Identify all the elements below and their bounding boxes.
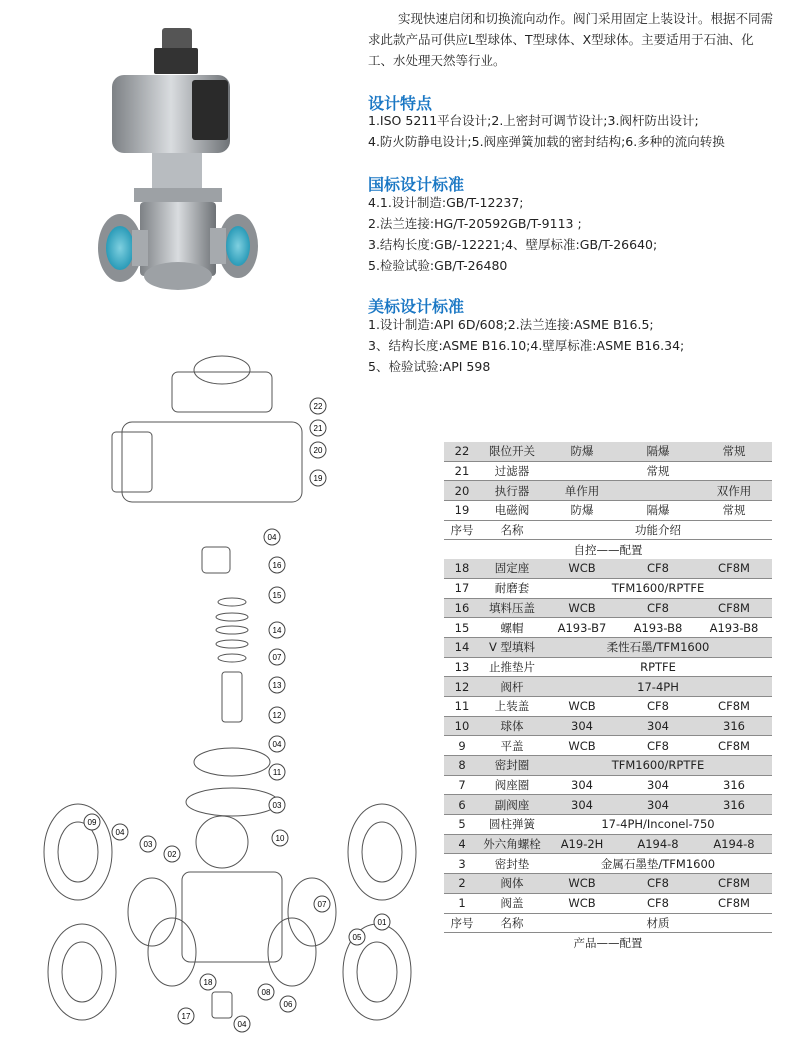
row-value: CF8 (620, 736, 696, 756)
row-value: CF8M (696, 696, 772, 716)
row-value: CF8M (696, 736, 772, 756)
row-value: CF8M (696, 598, 772, 618)
row-value: 304 (620, 775, 696, 795)
row-value: 柔性石墨/TFM1600 (544, 637, 772, 657)
table-caption (444, 540, 772, 559)
header-number: 序号 (444, 913, 480, 933)
row-number: 21 (444, 461, 480, 481)
header-desc: 功能介绍 (544, 520, 772, 540)
table-row (444, 501, 772, 521)
row-value: 常规 (696, 501, 772, 521)
row-value: CF8M (696, 559, 772, 578)
row-value: 304 (620, 716, 696, 736)
row-name: 密封垫 (480, 854, 544, 874)
row-name: 密封圈 (480, 756, 544, 776)
table-row (444, 598, 772, 618)
callout-number: 20 (313, 446, 323, 455)
row-value: 304 (544, 716, 620, 736)
section-title-gb: 国标设计标准 (368, 175, 465, 194)
callout-number: 12 (272, 711, 282, 720)
gb-line: 5.检验试验:GB/T-26480 (368, 258, 508, 273)
row-name: 上装盖 (480, 696, 544, 716)
header-name: 名称 (480, 913, 544, 933)
table-row (444, 854, 772, 874)
table-row (444, 442, 772, 461)
row-value: A193-B7 (544, 618, 620, 638)
row-number: 22 (444, 442, 480, 461)
row-value: A193-B8 (696, 618, 772, 638)
callout-number: 03 (272, 801, 282, 810)
callout-number: 13 (272, 681, 282, 690)
row-value: 隔爆 (620, 442, 696, 461)
row-number: 2 (444, 874, 480, 894)
callout-number: 07 (272, 653, 282, 662)
row-name: 副阀座 (480, 795, 544, 815)
row-value: 304 (544, 795, 620, 815)
row-value: 防爆 (544, 501, 620, 521)
callout-number: 09 (87, 818, 97, 827)
callout-number: 19 (313, 474, 323, 483)
callout-number: 08 (261, 988, 271, 997)
callout-number: 10 (275, 834, 285, 843)
row-name: 螺帽 (480, 618, 544, 638)
row-number: 6 (444, 795, 480, 815)
table-row (444, 874, 772, 894)
table-row (444, 677, 772, 697)
row-name: 固定座 (480, 559, 544, 578)
row-number: 14 (444, 637, 480, 657)
row-value: 316 (696, 795, 772, 815)
row-number: 16 (444, 598, 480, 618)
row-value: CF8 (620, 696, 696, 716)
row-value: 隔爆 (620, 501, 696, 521)
product-photo (92, 20, 264, 302)
table-row (444, 578, 772, 598)
table-row (444, 795, 772, 815)
callout-number: 11 (272, 768, 282, 777)
row-value: 单作用 (544, 481, 620, 501)
table-row (444, 481, 772, 501)
row-name: 阀盖 (480, 893, 544, 913)
row-name: 外六角螺栓 (480, 834, 544, 854)
gb-line: 3.结构长度:GB/-12221;4、壁厚标准:GB/T-26640; (368, 237, 658, 252)
row-value: WCB (544, 893, 620, 913)
row-name: 阀体 (480, 874, 544, 894)
table-row (444, 834, 772, 854)
row-value: 金属石墨垫/TFM1600 (544, 854, 772, 874)
api-line: 1.设计制造:API 6D/608;2.法兰连接:ASME B16.5; (368, 317, 654, 332)
row-value: CF8 (620, 874, 696, 894)
row-value: CF8 (620, 598, 696, 618)
row-name: 阀座圈 (480, 775, 544, 795)
table-row (444, 815, 772, 835)
callout-number: 03 (143, 840, 153, 849)
row-number: 12 (444, 677, 480, 697)
header-desc: 材质 (544, 913, 772, 933)
row-number: 15 (444, 618, 480, 638)
table-row (444, 461, 772, 481)
row-number: 10 (444, 716, 480, 736)
row-name: 执行器 (480, 481, 544, 501)
row-number: 17 (444, 578, 480, 598)
feature-line: 4.防火防静电设计;5.阀座弹簧加载的密封结构;6.多种的流向转换 (368, 134, 725, 149)
api-line: 5、检验试验:API 598 (368, 359, 491, 374)
row-number: 18 (444, 559, 480, 578)
row-number: 4 (444, 834, 480, 854)
callout-number: 04 (115, 828, 125, 837)
row-value: WCB (544, 736, 620, 756)
row-value: CF8 (620, 893, 696, 913)
row-number: 13 (444, 657, 480, 677)
table-header (444, 913, 772, 933)
table-row (444, 559, 772, 578)
section-body-gb (368, 192, 657, 276)
section-body-features (368, 110, 725, 152)
row-name: 限位开关 (480, 442, 544, 461)
row-value: 17-4PH/Inconel-750 (544, 815, 772, 835)
row-value: RPTFE (544, 657, 772, 677)
callout-number: 17 (181, 1012, 191, 1021)
callout-number: 02 (167, 850, 177, 859)
table-row (444, 637, 772, 657)
table-row (444, 657, 772, 677)
row-name: 耐磨套 (480, 578, 544, 598)
row-number: 9 (444, 736, 480, 756)
table-caption (444, 933, 772, 952)
row-value: TFM1600/RPTFE (544, 756, 772, 776)
row-name: 过滤器 (480, 461, 544, 481)
section-title-features: 设计特点 (368, 94, 433, 113)
row-value: 常规 (696, 442, 772, 461)
row-name: 止推垫片 (480, 657, 544, 677)
row-value: A194-8 (696, 834, 772, 854)
row-value: A193-B8 (620, 618, 696, 638)
row-value: A194-8 (620, 834, 696, 854)
callout-number: 14 (272, 626, 282, 635)
row-name: 平盖 (480, 736, 544, 756)
callout-number: 04 (267, 533, 277, 542)
gb-line: 2.法兰连接:HG/T-20592GB/T-9113 ; (368, 216, 582, 231)
table-row (444, 756, 772, 776)
row-value: 316 (696, 716, 772, 736)
row-value: 304 (544, 775, 620, 795)
callout-number: 15 (272, 591, 282, 600)
row-name: 填料压盖 (480, 598, 544, 618)
row-number: 8 (444, 756, 480, 776)
row-number: 20 (444, 481, 480, 501)
callout-number: 07 (317, 900, 327, 909)
row-value: CF8M (696, 893, 772, 913)
callout-number: 04 (237, 1020, 247, 1029)
row-number: 7 (444, 775, 480, 795)
header-name: 名称 (480, 520, 544, 540)
row-number: 5 (444, 815, 480, 835)
row-number: 19 (444, 501, 480, 521)
row-value: TFM1600/RPTFE (544, 578, 772, 598)
callout-number: 01 (377, 918, 387, 927)
table-row (444, 716, 772, 736)
callout-number: 21 (313, 424, 323, 433)
row-value: 双作用 (696, 481, 772, 501)
table-row (444, 696, 772, 716)
row-name: 电磁阀 (480, 501, 544, 521)
row-value: WCB (544, 874, 620, 894)
parts-table (444, 442, 772, 952)
row-value: CF8 (620, 559, 696, 578)
caption-text: 产品——配置 (573, 935, 643, 950)
table-row (444, 618, 772, 638)
row-value: A19-2H (544, 834, 620, 854)
row-number: 11 (444, 696, 480, 716)
row-name: 阀杆 (480, 677, 544, 697)
table-row (444, 893, 772, 913)
row-value: 316 (696, 775, 772, 795)
row-value: WCB (544, 598, 620, 618)
row-value: WCB (544, 559, 620, 578)
table-row (444, 736, 772, 756)
table-row (444, 775, 772, 795)
row-name: V 型填料 (480, 637, 544, 657)
callout-number: 18 (203, 978, 213, 987)
row-value (620, 481, 696, 501)
row-value: CF8M (696, 874, 772, 894)
row-value: WCB (544, 696, 620, 716)
row-value: 常规 (544, 461, 772, 481)
callout-number: 05 (352, 933, 362, 942)
callout-number: 16 (272, 561, 282, 570)
table-header (444, 520, 772, 540)
gb-line: 4.1.设计制造:GB/T-12237; (368, 195, 524, 210)
callout-number: 06 (283, 1000, 293, 1009)
row-value: 304 (620, 795, 696, 815)
exploded-view-drawing (22, 352, 434, 1036)
row-name: 球体 (480, 716, 544, 736)
row-number: 1 (444, 893, 480, 913)
intro-text: 实现快速启闭和切换流向动作。阀门采用固定上装设计。根据不同需求此款产品可供应L型球体、T型球体、X型球体。主要适用于石油、化工、水处理天然等行业。 (368, 11, 774, 68)
row-value: 防爆 (544, 442, 620, 461)
header-number: 序号 (444, 520, 480, 540)
row-name: 圆柱弹簧 (480, 815, 544, 835)
section-title-api: 美标设计标准 (368, 297, 465, 316)
callout-number: 04 (272, 740, 282, 749)
api-line: 3、结构长度:ASME B16.10;4.壁厚标准:ASME B16.34; (368, 338, 685, 353)
row-value: 17-4PH (544, 677, 772, 697)
callout-number: 22 (313, 402, 323, 411)
row-number: 3 (444, 854, 480, 874)
caption-text: 自控——配置 (573, 542, 643, 557)
feature-line: 1.ISO 5211平台设计;2.上密封可调节设计;3.阀杆防出设计; (368, 113, 699, 128)
